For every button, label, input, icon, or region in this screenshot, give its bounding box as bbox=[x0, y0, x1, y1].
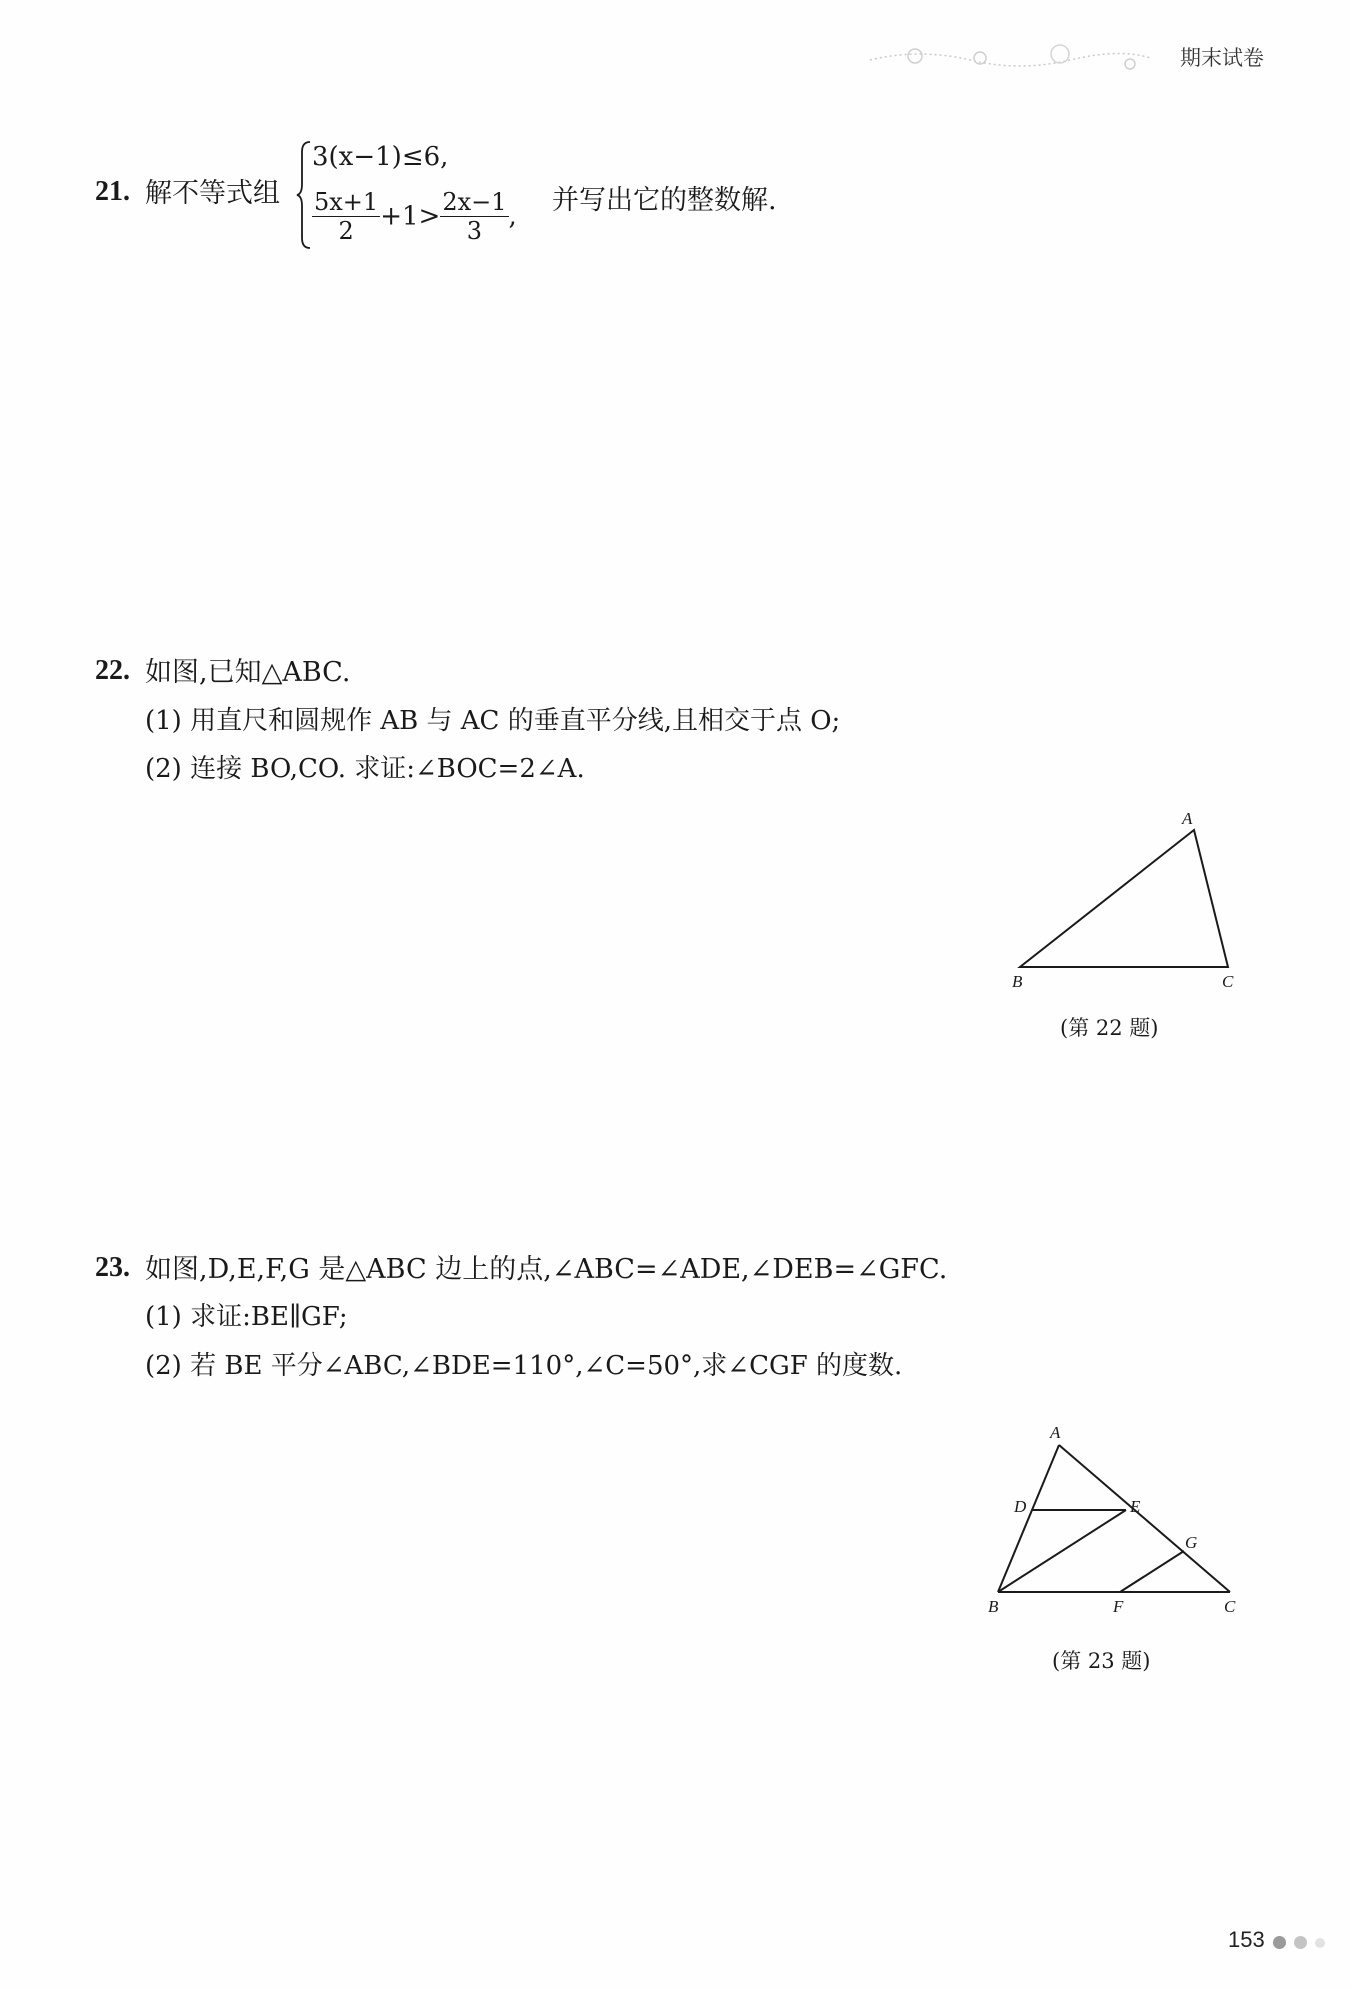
label-c: C bbox=[1224, 1597, 1236, 1616]
segment-ac bbox=[1059, 1445, 1230, 1592]
question-part-1: (1) 用直尺和圆规作 AB 与 AC 的垂直平分线,且相交于点 O; bbox=[145, 706, 841, 736]
question-stem: 如图,D,E,F,G 是△ABC 边上的点,∠ABC=∠ADE,∠DEB=∠GFC. bbox=[145, 1254, 948, 1285]
label-d: D bbox=[1014, 1497, 1027, 1516]
label-b: B bbox=[988, 1597, 999, 1616]
header-decoration bbox=[860, 38, 1160, 78]
figure-22 bbox=[1000, 810, 1260, 990]
question-part-2: (2) 连接 BO,CO. 求证:∠BOC=2∠A. bbox=[145, 754, 585, 784]
figure-23 bbox=[980, 1420, 1240, 1620]
segment-fg bbox=[1120, 1551, 1184, 1592]
inequality-line-2: $\frac{5x+1}{2}$ +1> $\frac{2x-1}{3}$ , bbox=[314, 188, 517, 245]
header-title: 期末试卷 bbox=[1180, 46, 1264, 70]
figure-22-caption: (第 22 题) bbox=[1060, 1016, 1159, 1040]
triangle-abc bbox=[1020, 830, 1228, 967]
page-dot-icon bbox=[1273, 1936, 1286, 1949]
segment-be bbox=[998, 1510, 1126, 1592]
fraction-1: $\frac{5x+1}{2}$ bbox=[314, 188, 379, 245]
question-number: 21. bbox=[95, 176, 130, 207]
label-f: F bbox=[1113, 1597, 1124, 1616]
question-part-2: (2) 若 BE 平分∠ABC,∠BDE=110°,∠C=50°,求∠CGF 的度数. bbox=[145, 1351, 903, 1381]
fraction-2: $\frac{2x-1}{3}$ bbox=[442, 188, 507, 245]
segment-ab bbox=[998, 1445, 1059, 1592]
question-number: 23. bbox=[95, 1252, 130, 1283]
question-number: 22. bbox=[95, 655, 130, 686]
label-g: G bbox=[1185, 1533, 1198, 1552]
question-stem: 如图,已知△ABC. bbox=[145, 657, 351, 688]
page-number: 153 bbox=[1228, 1927, 1265, 1952]
question-part-1: (1) 求证:BE∥GF; bbox=[145, 1302, 348, 1332]
question-lead: 解不等式组 bbox=[145, 178, 280, 209]
question-tail: 并写出它的整数解. bbox=[552, 185, 777, 216]
label-b: B bbox=[1012, 972, 1023, 990]
label-a: A bbox=[1050, 1423, 1061, 1442]
label-c: C bbox=[1222, 972, 1234, 990]
label-e: E bbox=[1130, 1497, 1141, 1516]
inequality-line-1: 3(x−1)≤6, bbox=[312, 142, 449, 172]
figure-23-caption: (第 23 题) bbox=[1052, 1649, 1151, 1673]
page-footer bbox=[1228, 1927, 1325, 1953]
page-dot-icon bbox=[1315, 1938, 1325, 1948]
label-a: A bbox=[1182, 810, 1193, 828]
page-header bbox=[860, 38, 1280, 78]
page-dot-icon bbox=[1294, 1936, 1307, 1949]
left-brace bbox=[296, 140, 312, 250]
